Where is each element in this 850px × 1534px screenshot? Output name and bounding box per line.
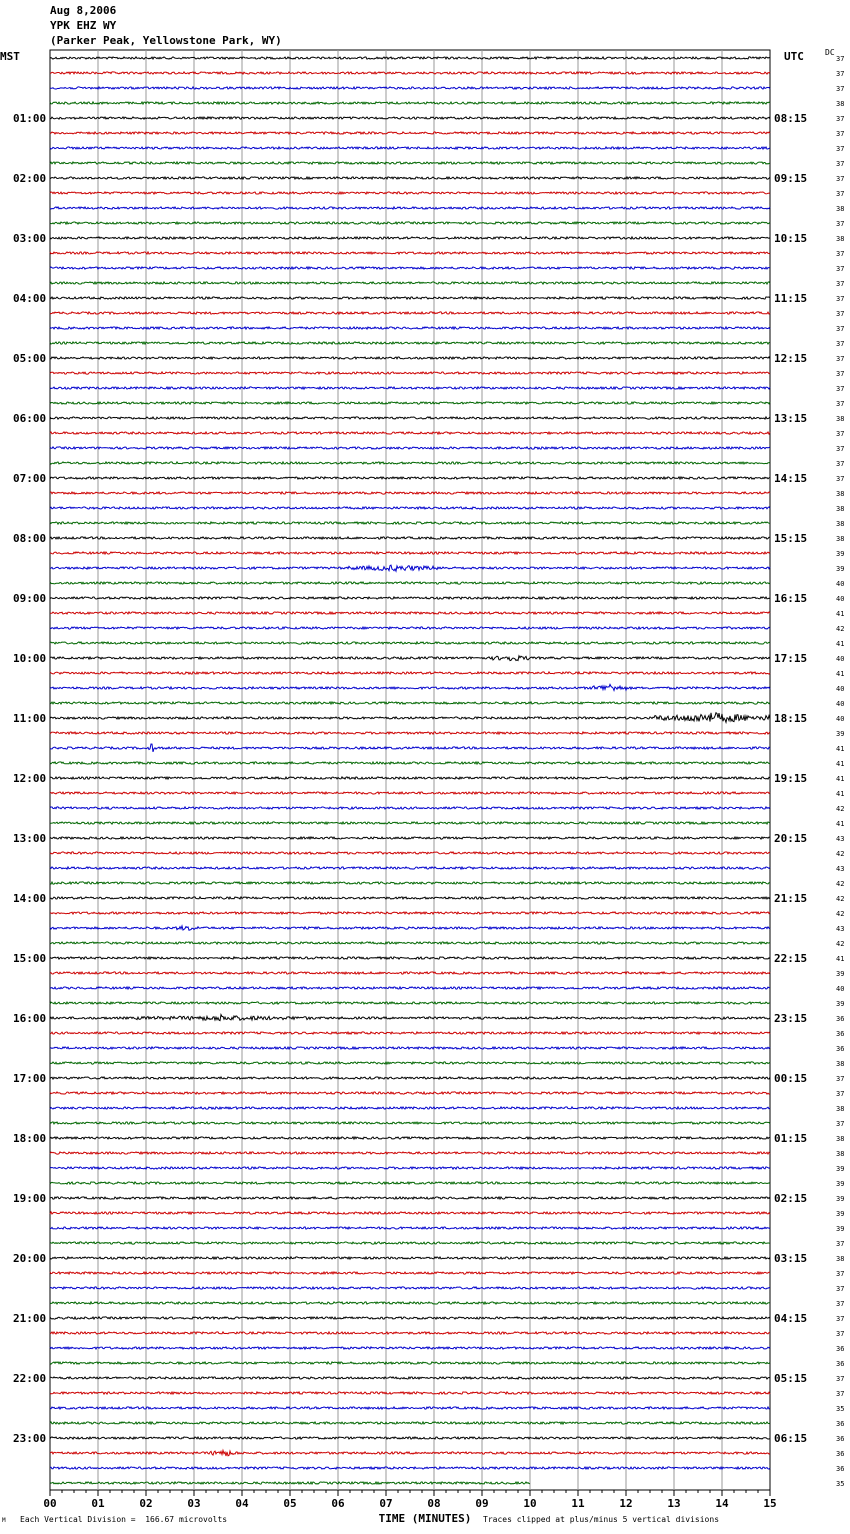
x-tick-label: 02 bbox=[139, 1497, 153, 1510]
dc-offset-label: 37 bbox=[836, 1240, 845, 1248]
trace-line-row-84 bbox=[50, 1317, 770, 1319]
trace-line-row-89 bbox=[50, 1392, 770, 1394]
trace-line-row-79 bbox=[50, 1242, 770, 1244]
x-tick-label: 07 bbox=[379, 1497, 393, 1510]
dc-offset-label: 38 bbox=[836, 1255, 845, 1263]
dc-offset-label: 39 bbox=[836, 1195, 845, 1203]
utc-hour-label: 15:15 bbox=[774, 532, 808, 545]
dc-offset-label: 38 bbox=[836, 505, 845, 513]
mst-hour-label: 16:00 bbox=[13, 1012, 47, 1025]
utc-hour-label: 16:15 bbox=[774, 592, 808, 605]
trace-line-row-60 bbox=[50, 957, 770, 959]
dc-offset-label: 37 bbox=[836, 340, 845, 348]
mst-hour-label: 19:00 bbox=[13, 1192, 47, 1205]
dc-column-label: DC bbox=[825, 48, 835, 57]
dc-offset-label: 36 bbox=[836, 1015, 845, 1023]
trace-line-row-11 bbox=[50, 222, 770, 224]
trace-line-row-18 bbox=[50, 327, 770, 329]
trace-line-row-14 bbox=[50, 267, 770, 269]
mst-axis-label: MST bbox=[0, 50, 20, 63]
trace-line-row-35 bbox=[50, 582, 770, 584]
utc-hour-label: 18:15 bbox=[774, 712, 808, 725]
dc-offset-label: 37 bbox=[836, 280, 845, 288]
trace-line-row-0 bbox=[50, 57, 770, 59]
utc-hour-label: 23:15 bbox=[774, 1012, 808, 1025]
trace-line-row-15 bbox=[50, 282, 770, 284]
trace-line-row-48 bbox=[50, 777, 770, 779]
trace-line-row-49 bbox=[50, 792, 770, 794]
dc-offset-label: 39 bbox=[836, 550, 845, 558]
utc-hour-label: 03:15 bbox=[774, 1252, 808, 1265]
dc-offset-label: 42 bbox=[836, 850, 845, 858]
scale-note: Each Vertical Division = 166.67 microvolts bbox=[20, 1515, 228, 1524]
dc-offset-label: 42 bbox=[836, 940, 845, 948]
dc-offset-label: 39 bbox=[836, 1225, 845, 1233]
dc-offset-label: 36 bbox=[836, 1360, 845, 1368]
trace-line-row-22 bbox=[50, 387, 770, 389]
mst-hour-label: 17:00 bbox=[13, 1072, 47, 1085]
dc-offset-label: 39 bbox=[836, 1000, 845, 1008]
trace-line-row-92 bbox=[50, 1437, 770, 1439]
dc-offset-label: 43 bbox=[836, 865, 845, 873]
utc-hour-label: 08:15 bbox=[774, 112, 808, 125]
dc-offset-label: 38 bbox=[836, 415, 845, 423]
utc-hour-label: 14:15 bbox=[774, 472, 808, 485]
trace-line-row-38 bbox=[50, 627, 770, 629]
trace-line-row-83 bbox=[50, 1302, 770, 1304]
dc-offset-label: 37 bbox=[836, 1330, 845, 1338]
mst-hour-label: 22:00 bbox=[13, 1372, 47, 1385]
trace-line-row-32 bbox=[50, 537, 770, 539]
dc-offset-label: 37 bbox=[836, 1090, 845, 1098]
dc-offset-label: 37 bbox=[836, 1390, 845, 1398]
mst-hour-label: 07:00 bbox=[13, 472, 47, 485]
trace-line-row-34 bbox=[50, 565, 770, 571]
trace-line-row-41 bbox=[50, 672, 770, 674]
trace-line-row-53 bbox=[50, 852, 770, 854]
dc-offset-label: 37 bbox=[836, 310, 845, 318]
trace-line-row-47 bbox=[50, 762, 770, 764]
dc-offset-label: 38 bbox=[836, 535, 845, 543]
dc-offset-label: 37 bbox=[836, 1300, 845, 1308]
mst-hour-label: 09:00 bbox=[13, 592, 47, 605]
trace-line-row-39 bbox=[50, 642, 770, 644]
dc-offset-label: 38 bbox=[836, 205, 845, 213]
mst-hour-label: 05:00 bbox=[13, 352, 47, 365]
trace-line-row-78 bbox=[50, 1227, 770, 1229]
trace-line-row-67 bbox=[50, 1062, 770, 1064]
utc-hour-label: 10:15 bbox=[774, 232, 808, 245]
dc-offset-label: 41 bbox=[836, 820, 845, 828]
dc-offset-label: 40 bbox=[836, 595, 845, 603]
x-tick-label: 04 bbox=[235, 1497, 249, 1510]
x-tick-label: 01 bbox=[91, 1497, 105, 1510]
dc-offset-label: 36 bbox=[836, 1030, 845, 1038]
dc-offset-label: 42 bbox=[836, 625, 845, 633]
dc-offset-label: 36 bbox=[836, 1465, 845, 1473]
trace-line-row-21 bbox=[50, 372, 770, 374]
dc-offset-label: 41 bbox=[836, 610, 845, 618]
trace-line-row-10 bbox=[50, 207, 770, 209]
dc-offset-label: 37 bbox=[836, 1120, 845, 1128]
dc-offset-label: 38 bbox=[836, 1135, 845, 1143]
x-tick-label: 14 bbox=[715, 1497, 729, 1510]
dc-offset-label: 37 bbox=[836, 325, 845, 333]
utc-hour-label: 05:15 bbox=[774, 1372, 808, 1385]
dc-offset-label: 37 bbox=[836, 175, 845, 183]
dc-offset-label: 37 bbox=[836, 1375, 845, 1383]
trace-line-row-55 bbox=[50, 882, 770, 884]
dc-offset-label: 37 bbox=[836, 130, 845, 138]
mst-hour-label: 04:00 bbox=[13, 292, 47, 305]
trace-line-row-90 bbox=[50, 1407, 770, 1409]
dc-offset-label: 39 bbox=[836, 1210, 845, 1218]
dc-offset-label: 40 bbox=[836, 700, 845, 708]
dc-offset-label: 37 bbox=[836, 70, 845, 78]
dc-offset-label: 35 bbox=[836, 1480, 845, 1488]
utc-hour-label: 19:15 bbox=[774, 772, 808, 785]
trace-line-row-12 bbox=[50, 237, 770, 239]
utc-hour-label: 06:15 bbox=[774, 1432, 808, 1445]
plot-date: Aug 8,2006 bbox=[50, 4, 117, 17]
trace-line-row-76 bbox=[50, 1197, 770, 1199]
dc-offset-label: 38 bbox=[836, 1060, 845, 1068]
dc-offset-label: 37 bbox=[836, 115, 845, 123]
trace-line-row-9 bbox=[50, 192, 770, 194]
trace-line-row-88 bbox=[50, 1377, 770, 1379]
x-tick-label: 00 bbox=[43, 1497, 57, 1510]
trace-line-row-81 bbox=[50, 1272, 770, 1274]
trace-line-row-82 bbox=[50, 1287, 770, 1289]
trace-line-row-71 bbox=[50, 1122, 770, 1124]
trace-line-row-73 bbox=[50, 1152, 770, 1154]
dc-offset-label: 36 bbox=[836, 1345, 845, 1353]
dc-offset-label: 42 bbox=[836, 895, 845, 903]
trace-line-row-45 bbox=[50, 732, 770, 734]
dc-offset-label: 37 bbox=[836, 1315, 845, 1323]
x-tick-label: 03 bbox=[187, 1497, 201, 1510]
dc-offset-label: 41 bbox=[836, 640, 845, 648]
trace-line-row-50 bbox=[50, 807, 770, 809]
utc-hour-label: 11:15 bbox=[774, 292, 808, 305]
trace-line-row-87 bbox=[50, 1362, 770, 1364]
dc-offset-label: 37 bbox=[836, 355, 845, 363]
trace-line-row-3 bbox=[50, 102, 770, 104]
dc-offset-label: 38 bbox=[836, 235, 845, 243]
dc-offset-label: 41 bbox=[836, 775, 845, 783]
trace-line-row-4 bbox=[50, 117, 770, 119]
trace-line-row-44 bbox=[50, 713, 770, 723]
utc-hour-label: 01:15 bbox=[774, 1132, 808, 1145]
x-tick-label: 15 bbox=[763, 1497, 777, 1510]
dc-offset-label: 37 bbox=[836, 190, 845, 198]
dc-offset-label: 40 bbox=[836, 655, 845, 663]
station-code: YPK EHZ WY bbox=[50, 19, 117, 32]
dc-offset-label: 40 bbox=[836, 985, 845, 993]
dc-offset-label: 42 bbox=[836, 805, 845, 813]
trace-line-row-54 bbox=[50, 867, 770, 869]
x-tick-label: 10 bbox=[523, 1497, 537, 1510]
dc-offset-label: 37 bbox=[836, 370, 845, 378]
trace-line-row-7 bbox=[50, 162, 770, 164]
dc-offset-label: 37 bbox=[836, 1075, 845, 1083]
trace-line-row-33 bbox=[50, 552, 770, 554]
mst-hour-label: 02:00 bbox=[13, 172, 47, 185]
trace-line-row-75 bbox=[50, 1182, 770, 1184]
dc-offset-label: 38 bbox=[836, 490, 845, 498]
dc-offset-label: 36 bbox=[836, 1420, 845, 1428]
trace-line-row-65 bbox=[50, 1032, 770, 1034]
dc-offset-label: 37 bbox=[836, 85, 845, 93]
trace-line-row-40 bbox=[50, 656, 770, 661]
dc-offset-label: 40 bbox=[836, 685, 845, 693]
trace-line-row-61 bbox=[50, 972, 770, 974]
dc-offset-label: 39 bbox=[836, 565, 845, 573]
x-tick-label: 13 bbox=[667, 1497, 681, 1510]
mst-hour-label: 11:00 bbox=[13, 712, 47, 725]
mst-hour-label: 01:00 bbox=[13, 112, 47, 125]
trace-line-row-25 bbox=[50, 432, 770, 434]
mst-hour-label: 15:00 bbox=[13, 952, 47, 965]
dc-offset-label: 39 bbox=[836, 1180, 845, 1188]
trace-line-row-77 bbox=[50, 1212, 770, 1214]
utc-hour-label: 21:15 bbox=[774, 892, 808, 905]
dc-offset-label: 40 bbox=[836, 715, 845, 723]
trace-line-row-27 bbox=[50, 462, 770, 464]
dc-offset-label: 37 bbox=[836, 445, 845, 453]
x-tick-label: 11 bbox=[571, 1497, 585, 1510]
trace-line-row-94 bbox=[50, 1467, 770, 1469]
mst-hour-label: 20:00 bbox=[13, 1252, 47, 1265]
dc-offset-label: 38 bbox=[836, 1150, 845, 1158]
mst-hour-label: 13:00 bbox=[13, 832, 47, 845]
mst-hour-label: 12:00 bbox=[13, 772, 47, 785]
mst-hour-label: 21:00 bbox=[13, 1312, 47, 1325]
mst-hour-label: 14:00 bbox=[13, 892, 47, 905]
trace-line-row-64 bbox=[50, 1015, 770, 1021]
trace-line-row-5 bbox=[50, 132, 770, 134]
x-tick-label: 08 bbox=[427, 1497, 441, 1510]
trace-line-row-69 bbox=[50, 1092, 770, 1094]
dc-offset-label: 37 bbox=[836, 385, 845, 393]
dc-offset-label: 37 bbox=[836, 55, 845, 63]
dc-offset-label: 37 bbox=[836, 145, 845, 153]
trace-line-row-13 bbox=[50, 252, 770, 254]
trace-line-row-46 bbox=[50, 744, 770, 752]
trace-line-row-30 bbox=[50, 507, 770, 509]
dc-offset-label: 37 bbox=[836, 1270, 845, 1278]
trace-line-row-59 bbox=[50, 942, 770, 944]
dc-offset-label: 39 bbox=[836, 970, 845, 978]
x-axis-title: TIME (MINUTES) bbox=[378, 1512, 472, 1525]
trace-line-row-8 bbox=[50, 177, 770, 179]
dc-offset-label: 39 bbox=[836, 1165, 845, 1173]
dc-offset-label: 35 bbox=[836, 1405, 845, 1413]
dc-offset-label: 41 bbox=[836, 670, 845, 678]
utc-hour-label: 17:15 bbox=[774, 652, 808, 665]
utc-axis-label: UTC bbox=[784, 50, 804, 63]
trace-line-row-57 bbox=[50, 912, 770, 914]
trace-line-row-28 bbox=[50, 477, 770, 479]
dc-offset-label: 43 bbox=[836, 925, 845, 933]
clip-note: Traces clipped at plus/minus 5 vertical divisions bbox=[483, 1515, 720, 1524]
x-tick-label: 05 bbox=[283, 1497, 297, 1510]
dc-offset-label: 37 bbox=[836, 265, 845, 273]
x-tick-label: 12 bbox=[619, 1497, 633, 1510]
mst-hour-label: 08:00 bbox=[13, 532, 47, 545]
dc-offset-label: 38 bbox=[836, 100, 845, 108]
dc-offset-label: 36 bbox=[836, 1450, 845, 1458]
corner-mark: M bbox=[2, 1517, 6, 1524]
dc-offset-label: 41 bbox=[836, 760, 845, 768]
trace-line-row-24 bbox=[50, 417, 770, 419]
trace-line-row-31 bbox=[50, 522, 770, 524]
utc-hour-label: 09:15 bbox=[774, 172, 808, 185]
trace-line-row-1 bbox=[50, 72, 770, 74]
mst-hour-label: 18:00 bbox=[13, 1132, 47, 1145]
dc-offset-label: 36 bbox=[836, 1435, 845, 1443]
dc-offset-label: 41 bbox=[836, 955, 845, 963]
trace-line-row-72 bbox=[50, 1137, 770, 1139]
trace-line-row-91 bbox=[50, 1422, 770, 1424]
trace-line-row-56 bbox=[50, 897, 770, 899]
trace-line-row-19 bbox=[50, 342, 770, 344]
trace-line-row-85 bbox=[50, 1332, 770, 1334]
trace-line-row-62 bbox=[50, 987, 770, 989]
dc-offset-label: 36 bbox=[836, 1045, 845, 1053]
dc-offset-label: 38 bbox=[836, 520, 845, 528]
trace-line-row-66 bbox=[50, 1047, 770, 1049]
utc-hour-label: 22:15 bbox=[774, 952, 808, 965]
trace-line-row-26 bbox=[50, 447, 770, 449]
mst-hour-label: 03:00 bbox=[13, 232, 47, 245]
mst-hour-label: 23:00 bbox=[13, 1432, 47, 1445]
trace-line-row-16 bbox=[50, 297, 770, 299]
trace-line-row-68 bbox=[50, 1077, 770, 1079]
dc-offset-label: 37 bbox=[836, 1285, 845, 1293]
trace-line-row-70 bbox=[50, 1107, 770, 1109]
trace-line-row-23 bbox=[50, 402, 770, 404]
mst-hour-label: 06:00 bbox=[13, 412, 47, 425]
dc-offset-label: 37 bbox=[836, 430, 845, 438]
trace-line-row-6 bbox=[50, 147, 770, 149]
dc-offset-label: 41 bbox=[836, 790, 845, 798]
trace-line-row-37 bbox=[50, 612, 770, 614]
trace-line-row-17 bbox=[50, 312, 770, 314]
dc-offset-label: 42 bbox=[836, 880, 845, 888]
utc-hour-label: 02:15 bbox=[774, 1192, 808, 1205]
trace-line-row-74 bbox=[50, 1167, 770, 1169]
dc-offset-label: 42 bbox=[836, 910, 845, 918]
trace-line-row-58 bbox=[50, 926, 770, 930]
dc-offset-label: 37 bbox=[836, 220, 845, 228]
station-location: (Parker Peak, Yellowstone Park, WY) bbox=[50, 34, 282, 47]
dc-offset-label: 37 bbox=[836, 460, 845, 468]
trace-line-row-29 bbox=[50, 492, 770, 494]
dc-offset-label: 40 bbox=[836, 580, 845, 588]
dc-offset-label: 43 bbox=[836, 835, 845, 843]
utc-hour-label: 12:15 bbox=[774, 352, 808, 365]
trace-line-row-43 bbox=[50, 702, 770, 704]
utc-hour-label: 04:15 bbox=[774, 1312, 808, 1325]
utc-hour-label: 00:15 bbox=[774, 1072, 808, 1085]
x-tick-label: 09 bbox=[475, 1497, 489, 1510]
trace-line-row-20 bbox=[50, 357, 770, 359]
trace-line-row-51 bbox=[50, 822, 770, 824]
dc-offset-label: 37 bbox=[836, 400, 845, 408]
utc-hour-label: 13:15 bbox=[774, 412, 808, 425]
x-tick-label: 06 bbox=[331, 1497, 345, 1510]
trace-line-row-80 bbox=[50, 1257, 770, 1259]
trace-line-row-63 bbox=[50, 1002, 770, 1004]
dc-offset-label: 37 bbox=[836, 475, 845, 483]
trace-line-row-42 bbox=[50, 684, 770, 690]
dc-offset-label: 41 bbox=[836, 745, 845, 753]
dc-offset-label: 37 bbox=[836, 250, 845, 258]
dc-offset-label: 38 bbox=[836, 1105, 845, 1113]
dc-offset-label: 39 bbox=[836, 730, 845, 738]
utc-hour-label: 20:15 bbox=[774, 832, 808, 845]
trace-line-row-93 bbox=[50, 1450, 770, 1456]
dc-offset-label: 37 bbox=[836, 160, 845, 168]
trace-line-row-36 bbox=[50, 597, 770, 599]
trace-line-row-52 bbox=[50, 837, 770, 839]
trace-line-row-2 bbox=[50, 87, 770, 89]
mst-hour-label: 10:00 bbox=[13, 652, 47, 665]
trace-line-row-86 bbox=[50, 1347, 770, 1349]
dc-offset-label: 37 bbox=[836, 295, 845, 303]
